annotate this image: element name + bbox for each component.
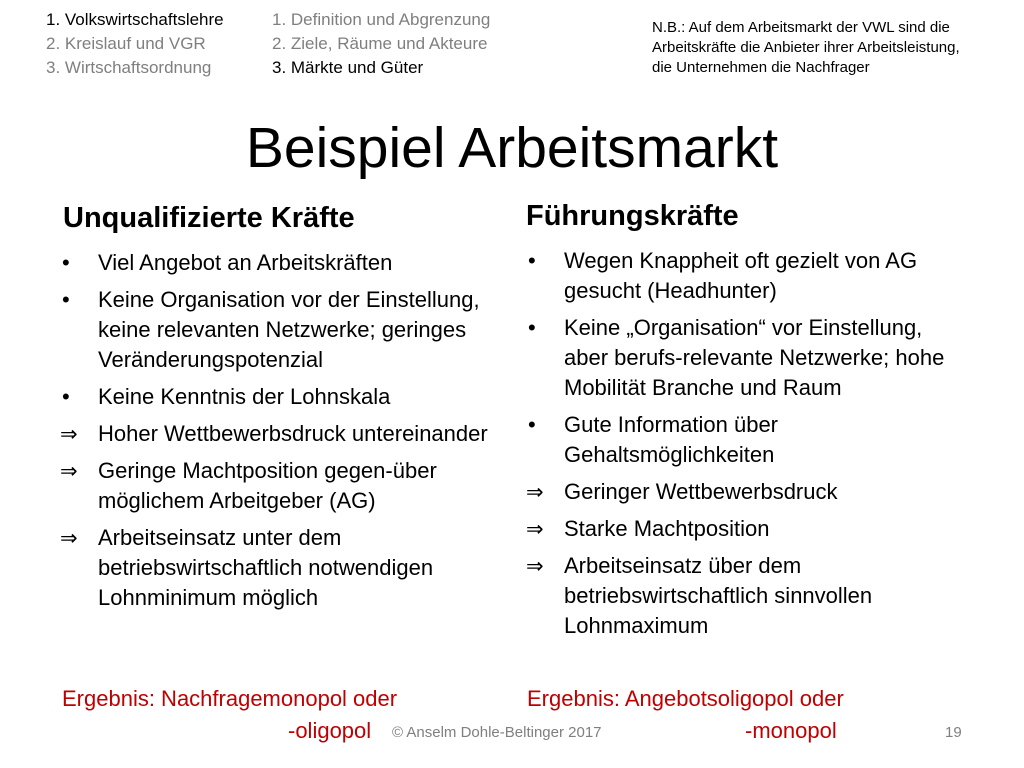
- list-unqualified: [60, 248, 500, 613]
- list-item: [60, 523, 500, 613]
- bullet-icon: •: [62, 384, 70, 409]
- column-executives: [526, 196, 966, 648]
- list-item-text: Keine Organisation vor der Einstellung, keine relevanten Netzwerke; geringes Veränderungspotenzial: [98, 287, 480, 372]
- page-number: 19: [945, 724, 962, 741]
- footer-copyright: © Anselm Dohle-Beltinger 2017: [392, 724, 602, 741]
- list-item-text: Keine Kenntnis der Lohnskala: [98, 384, 391, 409]
- list-item: [60, 419, 500, 449]
- list-item: [526, 477, 966, 507]
- implies-arrow-icon: ⇒: [526, 517, 544, 541]
- implies-arrow-icon: ⇒: [526, 480, 544, 504]
- list-item: [526, 410, 966, 470]
- list-item: [526, 246, 966, 306]
- nav-sections: [272, 8, 490, 80]
- implies-arrow-icon: ⇒: [526, 554, 544, 578]
- column-heading-unqualified: Unqualifizierte Kräfte: [63, 202, 355, 234]
- bullet-icon: •: [62, 250, 70, 275]
- nav-chapters: [46, 8, 224, 80]
- nav-chapter-1[interactable]: 1. Volkswirtschaftslehre: [46, 10, 224, 29]
- implies-arrow-icon: ⇒: [60, 422, 78, 446]
- column-heading-executives: Führungskräfte: [526, 200, 739, 232]
- list-item: [60, 285, 500, 375]
- list-item: [60, 248, 500, 278]
- list-item-text: Arbeitseinsatz unter dem betriebswirtschaftlich notwendigen Lohnminimum möglich: [98, 525, 434, 610]
- nav-chapter-2[interactable]: 2. Kreislauf und VGR: [46, 34, 206, 53]
- bullet-icon: •: [528, 315, 536, 340]
- bullet-icon: •: [62, 287, 70, 312]
- list-item-text: Gute Information über Gehaltsmöglichkeiten: [564, 412, 779, 467]
- result-right-line2: -monopol: [745, 718, 837, 743]
- list-item-text: Hoher Wettbewerbsdruck untereinander: [98, 421, 488, 446]
- nav-chapter-3[interactable]: 3. Wirtschaftsordnung: [46, 58, 212, 77]
- nav-section-3[interactable]: 3. Märkte und Güter: [272, 58, 424, 77]
- slide-title: Beispiel Arbeitsmarkt: [245, 116, 779, 180]
- bullet-icon: •: [528, 412, 536, 437]
- list-item: [526, 313, 966, 403]
- list-item-text: Geringer Wettbewerbsdruck: [564, 479, 838, 504]
- list-item-text: Geringe Machtposition gegen-über möglichem Arbeitgeber (AG): [98, 458, 437, 513]
- list-item: [60, 456, 500, 516]
- list-item-text: Viel Angebot an Arbeitskräften: [98, 250, 393, 275]
- note-text: N.B.: Auf dem Arbeitsmarkt der VWL sind die Arbeitskräfte die Anbieter ihrer Arbeitsleistung, die Unternehmen die Nachfrager: [652, 19, 960, 76]
- list-item: [60, 382, 500, 412]
- list-item: [526, 514, 966, 544]
- bullet-icon: •: [528, 248, 536, 273]
- result-left-line2: -oligopol: [288, 718, 372, 743]
- implies-arrow-icon: ⇒: [60, 526, 78, 550]
- list-item-text: Wegen Knappheit oft gezielt von AG gesucht (Headhunter): [564, 248, 918, 303]
- implies-arrow-icon: ⇒: [60, 459, 78, 483]
- list-item-text: Arbeitseinsatz über dem betriebswirtschaftlich sinnvollen Lohnmaximum: [564, 553, 873, 638]
- list-executives: [526, 246, 966, 641]
- nav-section-1[interactable]: 1. Definition und Abgrenzung: [272, 10, 491, 29]
- list-item: [526, 551, 966, 641]
- list-item-text: Keine „Organisation“ vor Einstellung, aber berufs-relevante Netzwerke; hohe Mobilität Branche und Raum: [564, 315, 945, 400]
- list-item-text: Starke Machtposition: [564, 516, 770, 541]
- result-left-line1: Ergebnis: Nachfragemonopol oder: [62, 686, 398, 711]
- nav-section-2[interactable]: 2. Ziele, Räume und Akteure: [272, 34, 488, 53]
- result-right-line1: Ergebnis: Angebotsoligopol oder: [527, 686, 844, 711]
- column-unqualified: [60, 196, 500, 620]
